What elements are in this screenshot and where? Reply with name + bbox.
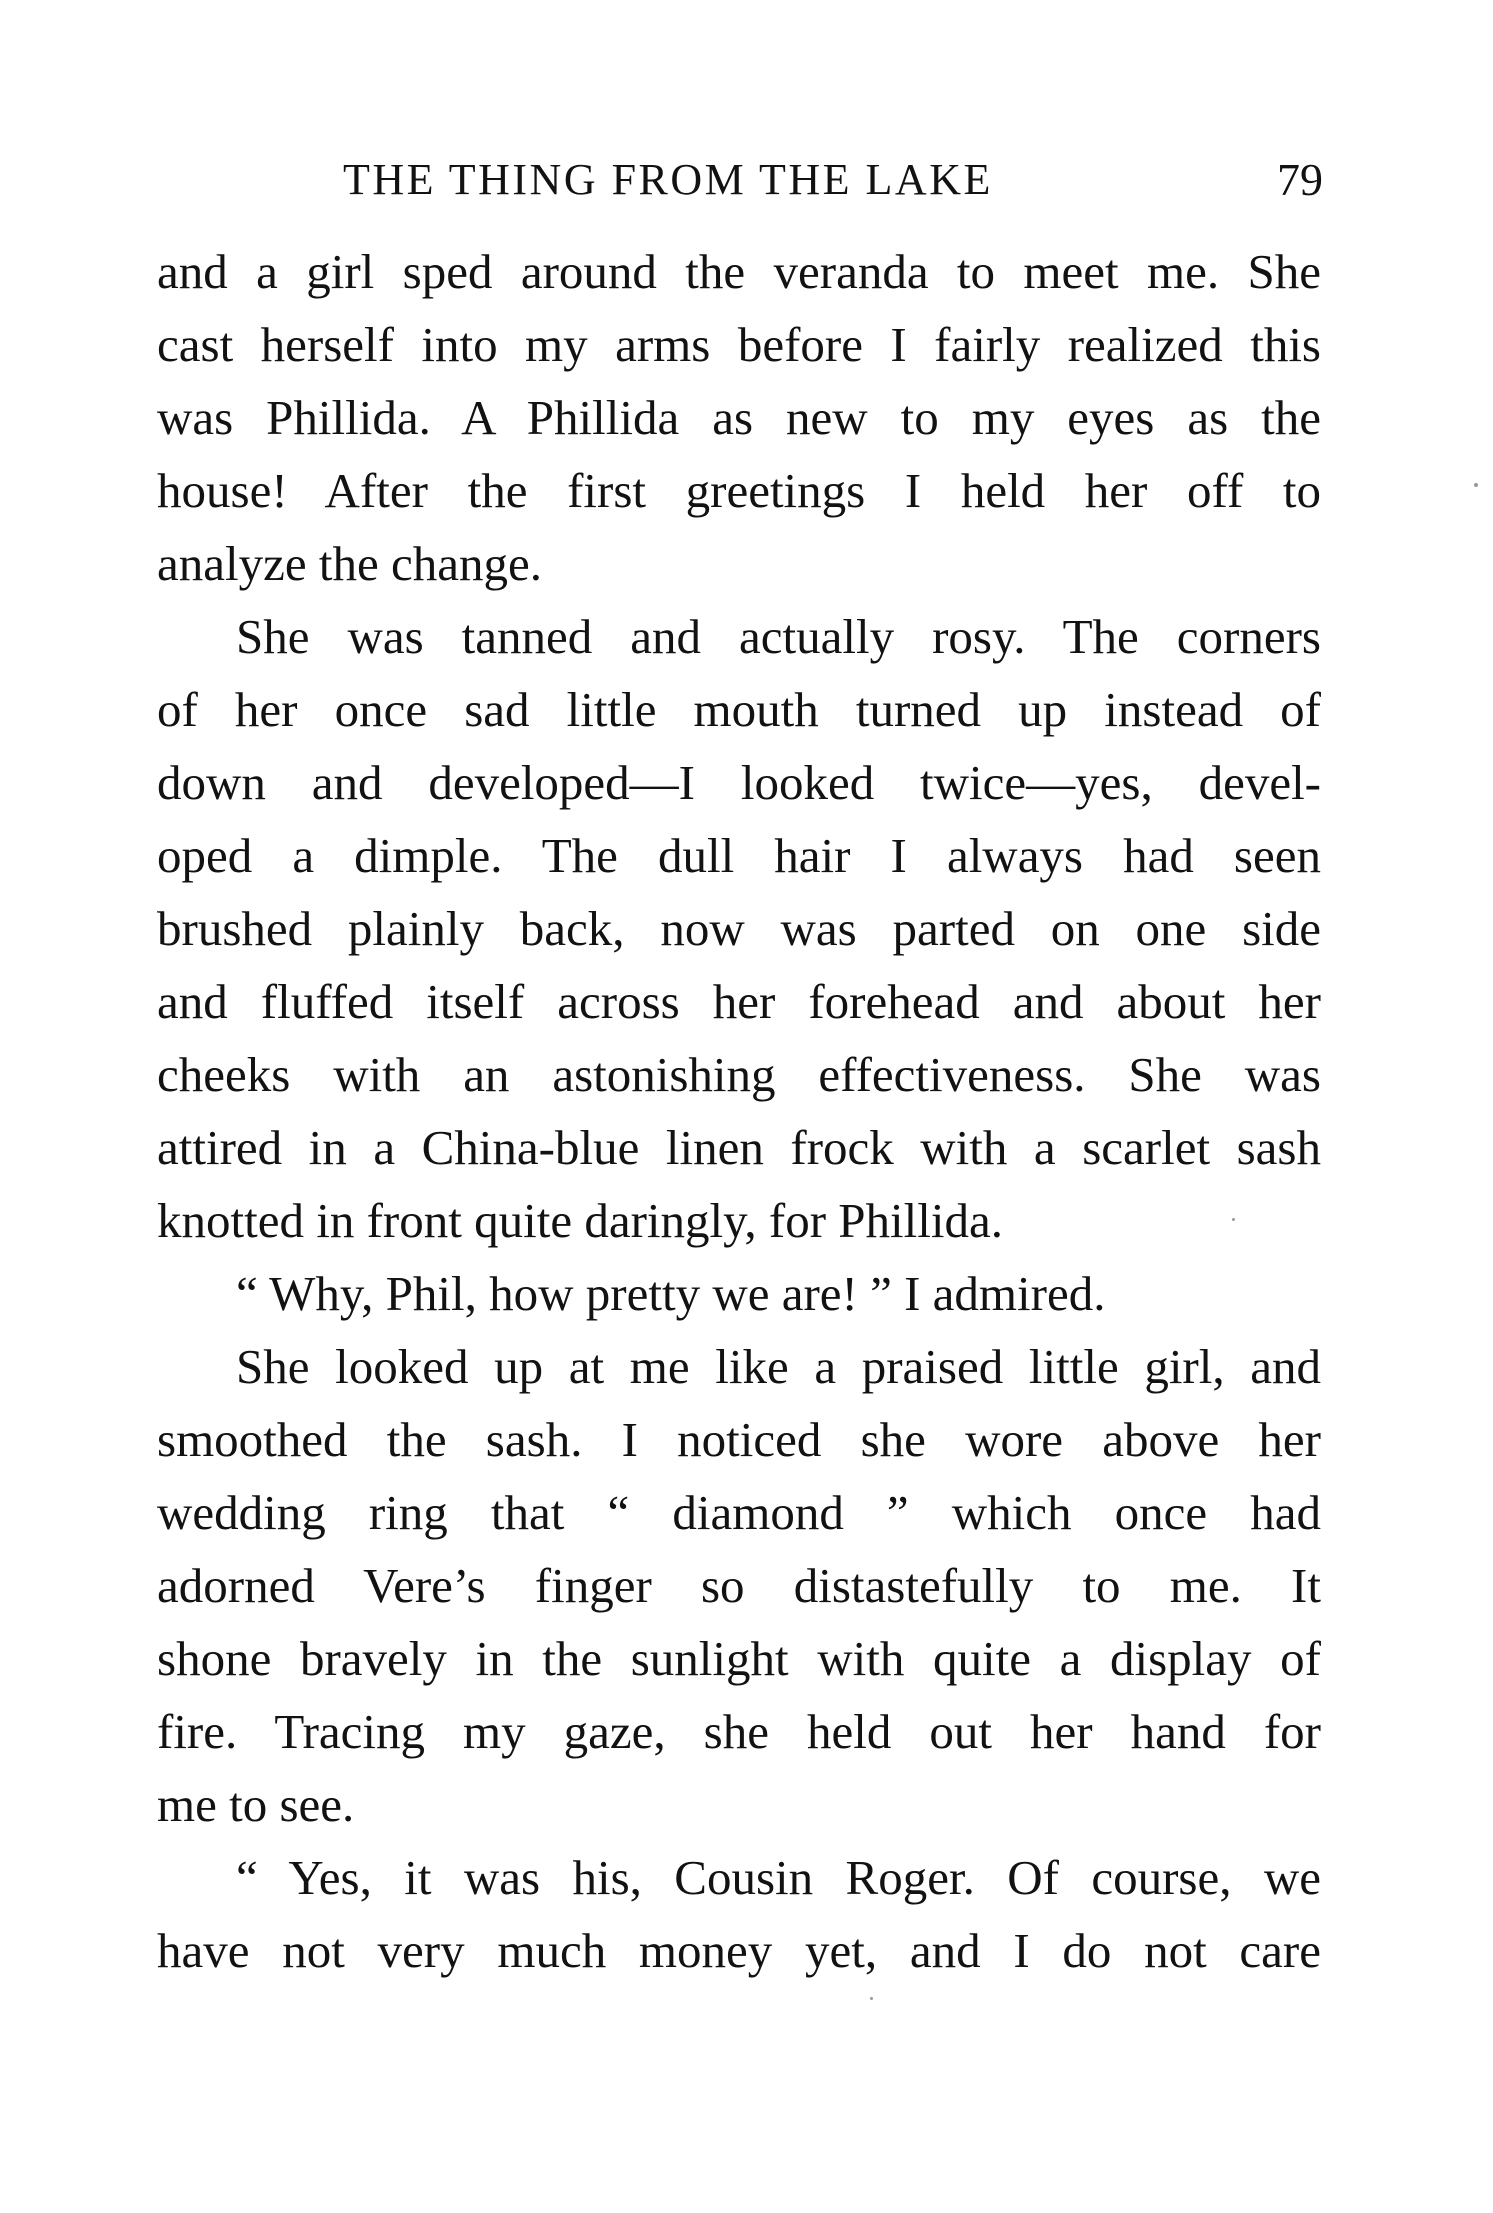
text-line: She was tanned and actually rosy. The corners	[236, 609, 1321, 664]
text-line: me to see.	[157, 1777, 355, 1832]
scan-speck	[1474, 483, 1478, 487]
text-line: analyze the change.	[157, 536, 542, 591]
running-title: THE THING FROM THE LAKE	[343, 155, 993, 204]
scan-speck	[1232, 1218, 1235, 1221]
text-line: and fluffed itself across her forehead and about her	[157, 974, 1321, 1029]
text-line: adorned Vere’s finger so distastefully to me. It	[157, 1558, 1321, 1613]
text-line: was Phillida. A Phillida as new to my eyes as the	[157, 390, 1321, 445]
text-line: attired in a China-blue linen frock with a scarlet sash	[157, 1120, 1321, 1175]
body-text	[157, 235, 1321, 1987]
running-head	[150, 150, 1323, 210]
text-line: have not very much money yet, and I do not care	[157, 1923, 1321, 1978]
text-line: house! After the first greetings I held her off to	[157, 463, 1321, 518]
text-line: shone bravely in the sunlight with quite a display of	[157, 1631, 1321, 1686]
text-line: knotted in front quite daringly, for Phillida.	[157, 1193, 1004, 1248]
text-line: cast herself into my arms before I fairly realized this	[157, 317, 1321, 372]
text-line: down and developed—I looked twice—yes, devel-	[157, 755, 1321, 810]
text-line: brushed plainly back, now was parted on one side	[157, 901, 1321, 956]
text-line: cheeks with an astonishing effectiveness. She was	[157, 1047, 1321, 1102]
text-line: smoothed the sash. I noticed she wore above her	[157, 1412, 1321, 1467]
text-line: “ Yes, it was his, Cousin Roger. Of course, we	[236, 1850, 1321, 1905]
page-number: 79	[1277, 154, 1323, 205]
text-line: of her once sad little mouth turned up instead of	[157, 682, 1321, 737]
text-line: She looked up at me like a praised little girl, and	[236, 1339, 1321, 1394]
text-line: wedding ring that “ diamond ” which once had	[157, 1485, 1321, 1540]
text-line: oped a dimple. The dull hair I always had seen	[157, 828, 1321, 883]
text-line: “ Why, Phil, how pretty we are! ” I admired.	[236, 1266, 1106, 1321]
text-line: fire. Tracing my gaze, she held out her hand for	[157, 1704, 1321, 1759]
scan-speck	[870, 1997, 873, 2000]
text-line: and a girl sped around the veranda to meet me. She	[157, 244, 1321, 299]
